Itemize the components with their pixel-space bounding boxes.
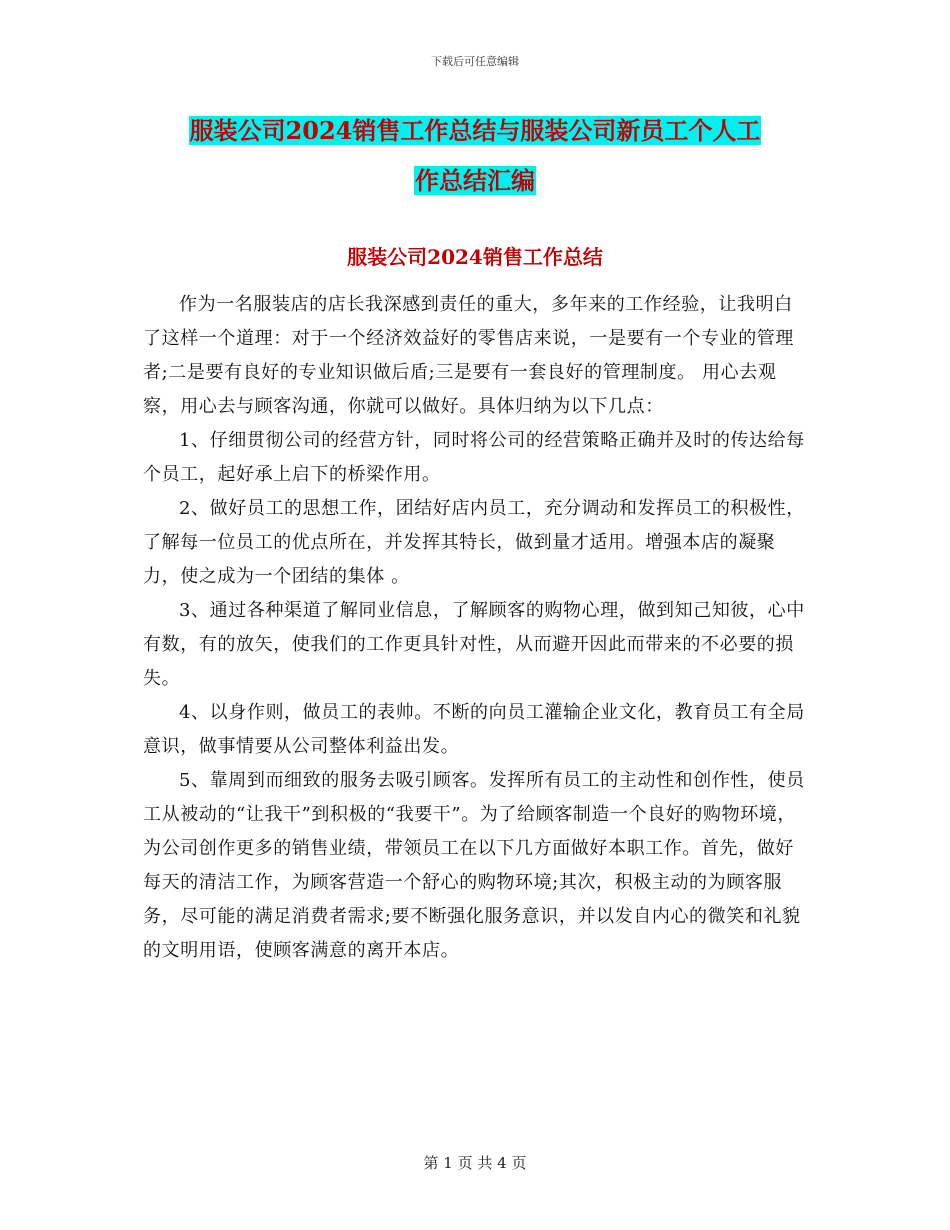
paragraph-item-1: 1、仔细贯彻公司的经营方针，同时将公司的经营策略正确并及时的传达给每个员工，起好承上启下的桥梁作用。 (143, 430, 805, 485)
paragraph-intro: 作为一名服装店的店长我深感到责任的重大，多年来的工作经验，让我明白了这样一个道理：对于一个经济效益好的零售店来说，一是要有一个专业的管理者;二是要有良好的专业知识做后盾;三是要有一套良好的管理制度。 用心去观察，用心去与顾客沟通，你就可以做好。具体归纳为以下几点： (143, 294, 794, 417)
header-note: 下载后可任意编辑 (431, 55, 519, 68)
paragraph-item-5: 5、靠周到而细致的服务去吸引顾客。发挥所有员工的主动性和创作性，使员工从被动的“让我干”到积极的“我要干”。为了给顾客制造一个良好的购物环境，为公司创作更多的销售业绩，带领员工在以下几方面做好本职工作。首先，做好每天的清洁工作，为顾客营造一个舒心的购物环境;其次，积极主动的为顾客服务，尽可能的满足消费者需求;要不断强化服务意识，并以发自内心的微笑和礼貌的文明用语，使顾客满意的离开本店。 (143, 770, 805, 961)
paragraph-item-3: 3、通过各种渠道了解同业信息，了解顾客的购物心理，做到知己知彼，心中有数，有的放矢，使我们的工作更具针对性，从而避开因此而带来的不必要的损失。 (143, 600, 805, 689)
document-title (140, 106, 810, 206)
paragraph-item-2: 2、做好员工的思想工作，团结好店内员工，充分调动和发挥员工的积极性，了解每一位员工的优点所在，并发挥其特长，做到量才适用。增强本店的凝聚力，使之成为一个团结的集体 。 (143, 498, 805, 587)
document-title-line-1: 服装公司2024销售工作总结与服装公司新员工个人工 (189, 116, 761, 145)
section-title: 服装公司2024销售工作总结 (347, 245, 603, 269)
paragraph-item-4: 4、以身作则，做员工的表帅。不断的向员工灌输企业文化，教育员工有全局意识，做事情要从公司整体利益出发。 (143, 702, 805, 757)
document-body (143, 288, 811, 968)
page-number: 第 1 页 共 4 页 (423, 1154, 527, 1172)
document-title-line-2: 作总结汇编 (415, 166, 535, 195)
